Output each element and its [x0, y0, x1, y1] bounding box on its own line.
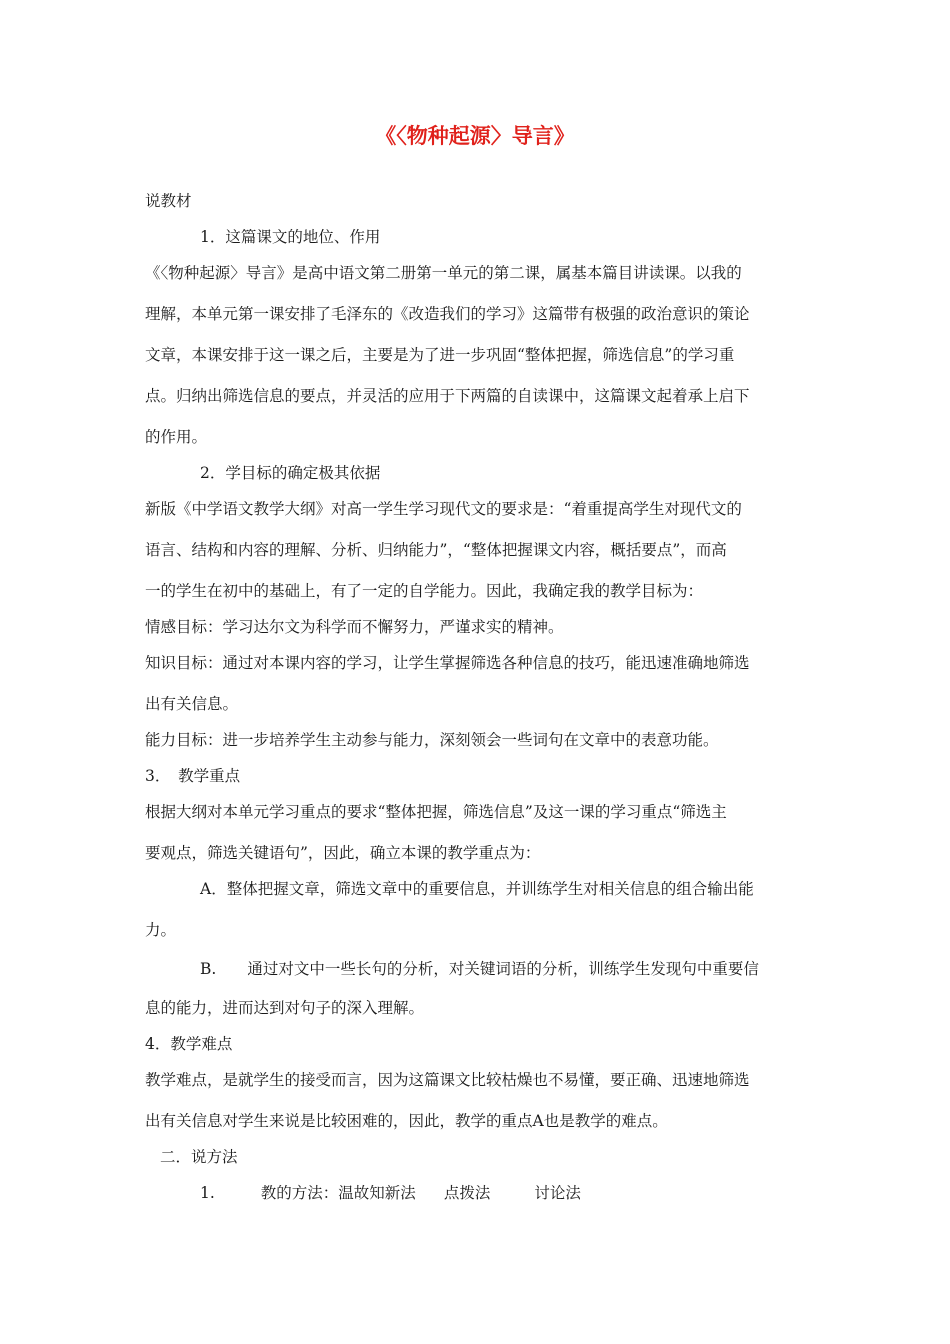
emotion-objective: 情感目标：学习达尔文为科学而不懈努力，严谨求实的精神。 [145, 618, 564, 636]
paragraph-line: 《〈物种起源〉导言》是高中语文第二册第一单元的第二课，属基本篇目讲读课。以我的 [145, 264, 742, 282]
paragraph-line: 出有关信息。 [145, 695, 239, 713]
paragraph-line: 出有关信息对学生来说是比较困难的，因此，教学的重点A也是教学的难点。 [145, 1112, 668, 1130]
paragraph-line: 的作用。 [145, 428, 208, 446]
method-item-3: 讨论法 [534, 1184, 581, 1202]
key-point-a: A．整体把握文章，筛选文章中的重要信息，并训练学生对相关信息的组合输出能 [200, 880, 754, 898]
paragraph-line: 理解，本单元第一课安排了毛泽东的《改造我们的学习》这篇带有极强的政治意识的策论 [145, 305, 750, 323]
paragraph-line: 一的学生在初中的基础上，有了一定的自学能力。因此，我确定我的教学目标为： [145, 582, 704, 600]
paragraph-line: 教学难点，是就学生的接受而言，因为这篇课文比较枯燥也不易懂，要正确、迅速地筛选 [145, 1071, 750, 1089]
paragraph-line: 要观点，筛选关键语句”，因此，确立本课的教学重点为： [145, 844, 541, 862]
section-heading-methods: 二．说方法 [160, 1148, 238, 1166]
method-label: 教的方法：温故知新法 [260, 1184, 416, 1202]
paragraph-line: 文章，本课安排于这一课之后，主要是为了进一步巩固“整体把握，筛选信息”的学习重 [145, 346, 735, 364]
document-title: 《〈物种起源〉导言》 [375, 123, 575, 148]
paragraph-line: 点。归纳出筛选信息的要点，并灵活的应用于下两篇的自读课中，这篇课文起着承上启下 [145, 387, 750, 405]
subheading-objectives: 2．学目标的确定极其依据 [200, 464, 381, 482]
teaching-methods-line [200, 1181, 581, 1205]
paragraph-line: 新版《中学语文教学大纲》对高一学生学习现代文的要求是：“着重提高学生对现代文的 [145, 500, 742, 518]
paragraph-line: 语言、结构和内容的理解、分析、归纳能力”，“整体把握课文内容，概括要点”，而高 [145, 541, 727, 559]
paragraph-line: 力。 [145, 921, 177, 939]
subheading-difficulty: 4．教学难点 [145, 1035, 233, 1053]
subheading-key-points: 3． 教学重点 [145, 767, 241, 785]
section-heading-textbook: 说教材 [145, 192, 192, 210]
ability-objective: 能力目标：进一步培养学生主动参与能力，深刻领会一些词句在文章中的表意功能。 [145, 731, 719, 749]
paragraph-line: 根据大纲对本单元学习重点的要求“整体把握，筛选信息”及这一课的学习重点“筛选主 [145, 803, 727, 821]
paragraph-line: 息的能力，进而达到对句子的深入理解。 [145, 999, 425, 1017]
method-number: 1. [200, 1184, 215, 1202]
subheading-position-role: 1．这篇课文的地位、作用 [200, 228, 381, 246]
key-point-b: B. 通过对文中一些长句的分析，对关键词语的分析，训练学生发现句中重要信 [200, 960, 759, 978]
method-item-2: 点拨法 [443, 1184, 491, 1202]
knowledge-objective: 知识目标：通过对本课内容的学习，让学生掌握筛选各种信息的技巧，能迅速准确地筛选 [145, 654, 750, 672]
